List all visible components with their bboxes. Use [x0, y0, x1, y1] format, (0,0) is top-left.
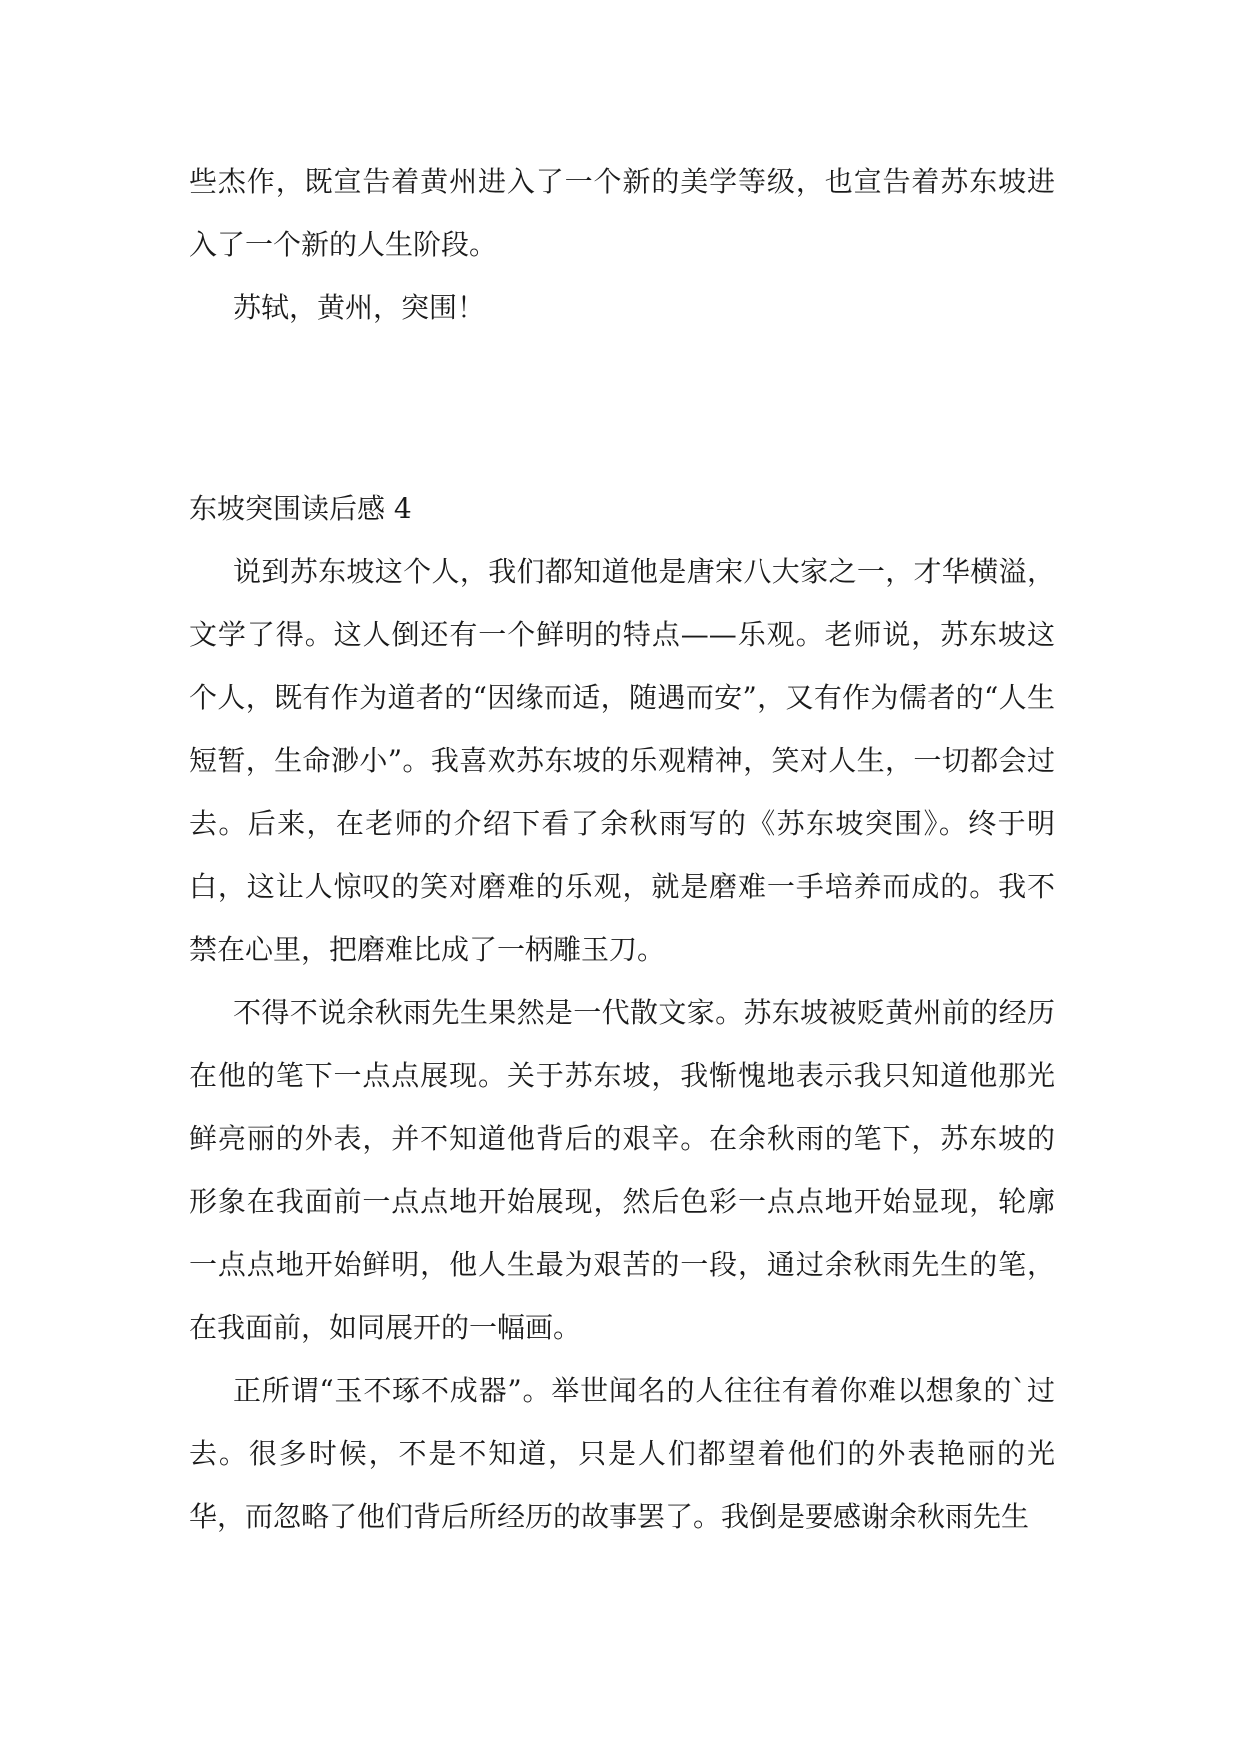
- essay-4: [189, 477, 1055, 1548]
- closing-line: 苏轼，黄州，突围！: [233, 291, 486, 324]
- continuation-paragraph: 些杰作，既宣告着黄州进入了一个新的美学等级，也宣告着苏东坡进入了一个新的人生阶段。: [189, 165, 1055, 261]
- essay-paragraph-3: 正所谓“玉不琢不成器”。举世闻名的人往往有着你难以想象的`过去。很多时候，不是不知道，只是人们都望着他们的外表艳丽的光华，而忽略了他们背后所经历的故事罢了。我倒是要感谢余秋雨先生: [189, 1374, 1055, 1533]
- essay-title: 东坡突围读后感 4: [189, 492, 412, 525]
- previous-essay-ending: [189, 150, 1055, 339]
- essay-paragraph-1: 说到苏东坡这个人，我们都知道他是唐宋八大家之一，才华横溢，文学了得。这人倒还有一个鲜明的特点——乐观。老师说，苏东坡这个人，既有作为道者的“因缘而适，随遇而安”，又有作为儒者的“人生短暂，生命渺小”。我喜欢苏东坡的乐观精神，笑对人生，一切都会过去。后来，在老师的介绍下看了余秋雨写的《苏东坡突围》。终于明白，这让人惊叹的笑对磨难的乐观，就是磨难一手培养而成的。我不禁在心里，把磨难比成了一柄雕玉刀。: [189, 555, 1055, 966]
- essay-paragraph-2: 不得不说余秋雨先生果然是一代散文家。苏东坡被贬黄州前的经历在他的笔下一点点展现。关于苏东坡，我惭愧地表示我只知道他那光鲜亮丽的外表，并不知道他背后的艰辛。在余秋雨的笔下，苏东坡的形象在我面前一点点地开始展现，然后色彩一点点地开始显现，轮廓一点点地开始鲜明，他人生最为艰苦的一段，通过余秋雨先生的笔，在我面前，如同展开的一幅画。: [189, 996, 1055, 1344]
